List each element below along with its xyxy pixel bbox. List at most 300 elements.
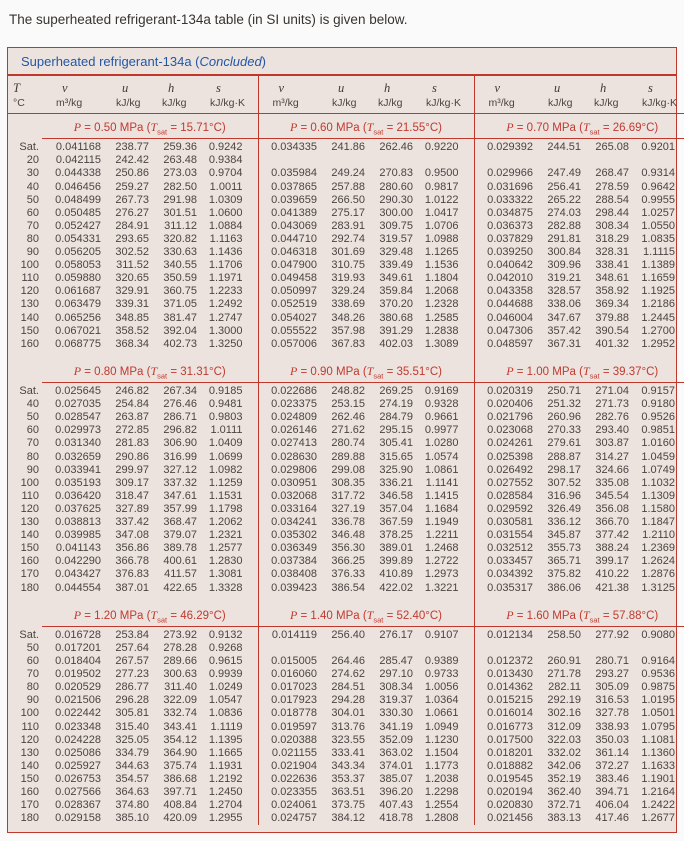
value-cell: 422.65 [163, 581, 197, 594]
value-cell: 0.058053 [55, 259, 101, 272]
value-cell: 325.90 [379, 463, 413, 476]
value-cell: 1.0574 [424, 450, 459, 463]
table-row [8, 568, 684, 581]
value-cell: 1.2704 [208, 799, 243, 812]
value-cell: 274.03 [547, 206, 581, 219]
value-cell: 292.19 [547, 694, 581, 707]
value-cell: 258.50 [547, 628, 581, 641]
value-cell: 392.04 [163, 324, 197, 337]
value-cell: 0.9536 [641, 668, 675, 681]
value-cell: 0.065256 [55, 311, 101, 324]
value-cell: 379.07 [163, 529, 197, 542]
table-row [8, 220, 684, 233]
value-cell: 275.17 [331, 206, 365, 219]
value-cell: 1.1360 [641, 746, 675, 759]
value-cell: 357.99 [163, 502, 197, 515]
column-header: h kJ/kg [156, 76, 202, 114]
value-cell: 0.046456 [55, 180, 101, 193]
pressure-header: P = 1.00 MPa $(T_{sat} = 39.37^\circ C)$ [474, 351, 684, 383]
value-cell: 284.51 [331, 681, 365, 694]
value-cell: 271.04 [595, 385, 629, 398]
value-cell: 0.9875 [641, 681, 675, 694]
value-cell: 0.023068 [474, 424, 540, 437]
value-cell: 1.2445 [641, 311, 675, 324]
pressure-header: P = 0.50 MPa $(T_{sat} = 15.71^\circ C)$ [42, 114, 258, 139]
value-cell: 383.46 [595, 772, 629, 785]
value-cell: 271.73 [595, 398, 629, 411]
value-cell: 307.52 [547, 476, 581, 489]
value-cell: 0.031554 [474, 529, 540, 542]
value-cell [258, 154, 324, 167]
value-cell: 1.0195 [641, 694, 675, 707]
value-cell: 350.03 [595, 733, 629, 746]
value-cell: 0.028630 [258, 451, 324, 464]
temp-cell: 140 [20, 311, 39, 324]
value-cell: 0.9328 [424, 398, 459, 411]
value-cell: 348.85 [115, 311, 149, 324]
value-cell: 329.48 [379, 246, 413, 259]
value-cell: 368.47 [163, 516, 197, 529]
table-row [8, 194, 684, 207]
value-cell: 1.2554 [424, 799, 459, 812]
value-cell: 0.017023 [258, 681, 324, 694]
value-cell: 1.2492 [208, 298, 243, 311]
value-cell: 421.38 [595, 581, 629, 594]
value-cell: 0.031696 [474, 181, 540, 194]
value-cell: 352.09 [379, 733, 413, 746]
temp-cell: 120 [20, 285, 39, 298]
value-cell: 0.026492 [474, 464, 540, 477]
value-cell: 373.75 [331, 799, 365, 812]
value-cell: 253.15 [331, 398, 365, 411]
value-cell: 277.23 [115, 668, 149, 681]
value-cell: 311.52 [116, 259, 149, 272]
value-cell: 257.64 [115, 641, 149, 654]
value-cell: 0.068775 [55, 337, 101, 350]
value-cell: 1.0600 [208, 206, 243, 219]
value-cell: 327.89 [115, 502, 149, 515]
value-cell: 371.05 [163, 298, 197, 311]
value-cell: 327.19 [331, 502, 365, 515]
value-cell: 293.65 [115, 232, 149, 245]
value-cell: 0.049458 [258, 272, 324, 285]
value-cell: 1.1580 [641, 502, 675, 515]
value-cell: 0.9132 [208, 628, 243, 641]
value-cell: 242.42 [115, 154, 149, 167]
value-cell: 1.3250 [208, 337, 243, 350]
value-cell: 1.1163 [209, 232, 243, 245]
value-cell: 386.68 [163, 772, 197, 785]
value-cell: 0.036420 [55, 489, 101, 502]
table-row [8, 167, 684, 180]
value-cell: 291.98 [163, 193, 197, 206]
value-cell: 1.2110 [642, 529, 675, 542]
value-cell: 1.0835 [641, 232, 675, 245]
value-cell: 367.59 [379, 516, 413, 529]
value-cell: 0.9803 [208, 411, 243, 424]
value-cell: 0.024261 [474, 437, 540, 450]
value-cell: 402.73 [163, 337, 197, 350]
value-cell: 297.10 [379, 668, 413, 681]
value-cell: 0.027035 [55, 398, 101, 411]
value-cell: 343.41 [163, 720, 197, 733]
value-cell: 364.63 [115, 786, 149, 799]
table-row [8, 503, 684, 516]
value-cell: 1.2068 [424, 285, 459, 298]
pressure-header: P = 1.20 MPa $(T_{sat} = 46.29^\circ C)$ [42, 595, 258, 627]
value-cell: 0.052427 [55, 219, 101, 232]
column-header: h kJ/kg [588, 76, 634, 114]
value-cell: 406.04 [595, 799, 629, 812]
value-cell: 286.77 [115, 681, 149, 694]
temp-cell: 90 [26, 463, 39, 476]
value-cell: 1.2321 [208, 529, 243, 542]
value-cell: 0.025645 [55, 385, 101, 398]
value-cell: 316.96 [547, 489, 581, 502]
value-cell: 376.33 [331, 568, 365, 581]
value-cell: 1.1504 [424, 746, 459, 759]
value-cell: 0.017201 [55, 641, 101, 654]
value-cell: 343.34 [331, 759, 365, 772]
value-cell: 338.69 [331, 298, 365, 311]
value-cell: 420.09 [163, 812, 197, 825]
pressure-header-row [8, 595, 684, 627]
value-cell: 1.2722 [424, 555, 459, 568]
table-row [8, 259, 684, 272]
value-cell: 1.2677 [641, 812, 675, 825]
value-cell: 0.048499 [55, 193, 101, 206]
value-cell: 327.12 [163, 463, 197, 476]
pressure-header-row [8, 114, 684, 139]
value-cell: 1.0884 [208, 219, 243, 232]
value-cell: 248.82 [331, 385, 365, 398]
column-header-row [8, 76, 684, 114]
value-cell: 0.9817 [424, 180, 459, 193]
pressure-header: P = 0.70 MPa $(T_{sat} = 26.69^\circ C)$ [474, 114, 684, 139]
value-cell: 356.30 [331, 542, 365, 555]
temp-cell: 80 [26, 232, 39, 245]
value-cell: 0.026753 [55, 772, 101, 785]
temp-cell: 100 [20, 259, 39, 272]
value-cell: 1.2585 [424, 311, 459, 324]
value-cell: 0.050485 [55, 206, 101, 219]
value-cell: 390.54 [595, 324, 629, 337]
value-cell: 0.037384 [258, 555, 324, 568]
value-cell: 283.91 [331, 219, 365, 232]
value-cell: 0.020194 [474, 786, 540, 799]
value-cell: 336.21 [379, 476, 413, 489]
table-row [8, 799, 684, 812]
value-cell: 0.038408 [258, 568, 324, 581]
value-cell: 276.46 [163, 398, 197, 411]
value-cell: 364.90 [163, 746, 197, 759]
value-cell: 1.0249 [208, 681, 243, 694]
value-cell: 0.016060 [258, 668, 324, 681]
value-cell: 264.46 [331, 655, 365, 668]
table-row [8, 747, 684, 760]
value-cell: 276.27 [115, 206, 149, 219]
value-cell: 401.32 [595, 337, 629, 350]
value-cell: 308.34 [379, 681, 413, 694]
table-row [8, 411, 684, 424]
value-cell: 0.046004 [474, 312, 540, 325]
temp-cell: 40 [26, 180, 39, 193]
value-cell: 1.0409 [208, 437, 243, 450]
value-cell: 0.013430 [474, 668, 540, 681]
value-cell: 309.17 [115, 476, 149, 489]
value-cell: 317.72 [331, 489, 365, 502]
value-cell: 1.0988 [424, 232, 459, 245]
value-cell: 0.035302 [258, 529, 324, 542]
value-cell: 410.22 [595, 568, 629, 581]
value-cell: 238.77 [115, 141, 149, 154]
value-cell: 354.57 [115, 772, 149, 785]
value-cell: 377.42 [595, 529, 629, 542]
value-cell: 0.035193 [55, 476, 101, 489]
value-cell: 0.024061 [258, 799, 324, 812]
value-cell: 333.41 [331, 746, 365, 759]
value-cell: 282.11 [548, 681, 581, 694]
value-cell: 1.0364 [424, 694, 459, 707]
value-cell: 281.83 [115, 437, 149, 450]
value-cell: 1.0795 [641, 720, 675, 733]
value-cell: 0.029392 [474, 139, 540, 155]
value-cell: 335.08 [595, 476, 629, 489]
value-cell: 1.0122 [424, 193, 459, 206]
value-cell: 354.12 [163, 733, 197, 746]
temp-cell: 140 [20, 759, 39, 772]
table-row [8, 655, 684, 668]
column-header: s kJ/kg·K [634, 76, 684, 114]
value-cell: 1.2468 [424, 542, 459, 555]
value-cell: 341.19 [379, 720, 413, 733]
value-cell: 326.49 [547, 502, 581, 515]
value-cell: 0.036349 [258, 542, 324, 555]
value-cell: 345.54 [595, 489, 629, 502]
value-cell: 1.1141 [425, 476, 459, 489]
value-cell: 262.46 [379, 141, 413, 154]
value-cell: 284.91 [115, 219, 149, 232]
value-cell: 347.67 [547, 311, 581, 324]
value-cell: 1.0501 [641, 707, 675, 720]
value-cell: 280.60 [379, 180, 413, 193]
value-cell: 1.2192 [208, 772, 243, 785]
value-cell: 0.9526 [641, 411, 675, 424]
value-cell: 0.050997 [258, 285, 324, 298]
temp-cell: 20 [26, 154, 39, 167]
value-cell: 0.024757 [258, 812, 324, 825]
value-cell: 285.47 [379, 655, 413, 668]
value-cell: 1.1798 [208, 502, 243, 515]
temp-cell: 70 [26, 437, 39, 450]
value-cell: 0.014362 [474, 681, 540, 694]
value-cell: 345.87 [547, 529, 581, 542]
value-cell: 315.65 [379, 450, 413, 463]
value-cell: 309.96 [547, 259, 581, 272]
value-cell: 291.81 [547, 232, 581, 245]
value-cell: 0.044554 [55, 581, 101, 594]
value-cell: 1.1119 [210, 720, 243, 733]
value-cell: 282.76 [595, 411, 629, 424]
value-cell: 0.018404 [55, 655, 101, 668]
value-cell: 241.86 [331, 141, 365, 154]
temp-cell: Sat. [19, 384, 39, 397]
value-cell: 0.063479 [55, 298, 101, 311]
value-cell: 1.0160 [641, 437, 675, 450]
value-cell: 0.9107 [424, 628, 459, 641]
value-cell: 1.2952 [641, 337, 675, 350]
value-cell: 394.71 [595, 786, 629, 799]
table-row [8, 529, 684, 542]
value-cell: 0.9733 [424, 668, 459, 681]
value-cell: 1.2328 [424, 298, 459, 311]
value-cell: 0.030581 [474, 516, 540, 529]
value-cell: 301.69 [331, 246, 365, 259]
value-cell: 1.1847 [641, 516, 675, 529]
temp-cell: 150 [20, 542, 39, 555]
value-cell: 322.03 [547, 733, 581, 746]
value-cell: 338.93 [595, 720, 629, 733]
table-title-suffix: ) [261, 54, 267, 69]
table-row [8, 424, 684, 437]
value-cell: 1.1971 [208, 272, 243, 285]
value-cell: 1.1931 [208, 759, 243, 772]
value-cell: 375.74 [163, 759, 197, 772]
value-cell: 399.89 [379, 555, 413, 568]
value-cell: 290.86 [115, 450, 149, 463]
column-header: s kJ/kg·K [418, 76, 474, 114]
value-cell: 0.026146 [258, 424, 324, 437]
table-title-italic: Concluded [199, 54, 262, 69]
value-cell: 408.84 [163, 799, 197, 812]
value-cell: 0.020319 [474, 383, 540, 399]
value-cell: 306.90 [163, 437, 197, 450]
value-cell: 259.27 [115, 180, 149, 193]
value-cell: 316.53 [595, 694, 629, 707]
value-cell: 358.92 [595, 285, 629, 298]
value-cell: 0.052519 [258, 298, 324, 311]
value-cell: 330.30 [379, 707, 413, 720]
table-row [8, 786, 684, 799]
temp-cell: 180 [20, 581, 39, 594]
value-cell: 0.016773 [474, 721, 540, 734]
value-cell [588, 642, 634, 655]
value-cell: 374.01 [379, 759, 413, 772]
table-row [8, 721, 684, 734]
value-cell: 302.52 [115, 246, 149, 259]
value-cell: 262.46 [331, 411, 365, 424]
temp-cell: 60 [26, 424, 39, 437]
value-cell: 338.41 [595, 259, 629, 272]
value-cell: 0.9384 [208, 154, 243, 167]
value-cell: 0.030951 [258, 477, 324, 490]
value-cell: 348.26 [331, 311, 365, 324]
value-cell: 301.51 [163, 206, 197, 219]
value-cell: 330.63 [163, 246, 197, 259]
value-cell: 302.16 [547, 707, 581, 720]
value-cell: 289.88 [331, 450, 365, 463]
value-cell: 0.034392 [474, 568, 540, 581]
table-row [8, 582, 684, 595]
value-cell: 1.1531 [208, 489, 243, 502]
value-cell: 380.68 [379, 311, 413, 324]
value-cell: 0.9169 [424, 385, 459, 398]
value-cell: 0.061687 [55, 285, 101, 298]
value-cell: 1.1259 [208, 476, 243, 489]
value-cell: 1.0011 [209, 180, 243, 193]
value-cell: 369.34 [595, 298, 629, 311]
value-cell: 267.57 [115, 655, 149, 668]
value-cell: 342.06 [547, 759, 581, 772]
table-row [8, 312, 684, 325]
value-cell: 0.9481 [208, 398, 243, 411]
table-row [8, 642, 684, 655]
value-cell: 410.89 [379, 568, 413, 581]
table-row [8, 181, 684, 194]
value-cell: 0.031340 [55, 437, 101, 450]
value-cell: 1.3000 [208, 324, 243, 337]
value-cell: 0.016728 [55, 628, 101, 641]
value-cell: 300.63 [163, 668, 197, 681]
value-cell: 1.2808 [424, 812, 459, 825]
value-cell: 0.037865 [258, 181, 324, 194]
value-cell: 0.028367 [55, 799, 101, 812]
value-cell: 381.47 [163, 311, 197, 324]
table-row [8, 246, 684, 259]
value-cell: 332.02 [547, 746, 581, 759]
value-cell: 365.71 [547, 555, 581, 568]
value-cell: 0.028584 [474, 490, 540, 503]
value-cell: 310.75 [331, 259, 365, 272]
value-cell: 278.59 [595, 180, 629, 193]
temp-cell: 90 [26, 694, 39, 707]
value-cell: 356.08 [595, 502, 629, 515]
value-cell: 0.034875 [474, 207, 540, 220]
value-cell: 0.019597 [258, 721, 324, 734]
value-cell: 0.057006 [258, 338, 324, 351]
table-row [8, 398, 684, 411]
value-cell: 269.25 [379, 385, 413, 398]
value-cell: 0.043069 [258, 220, 324, 233]
table-row [8, 555, 684, 568]
pressure-header: P = 0.90 MPa $(T_{sat} = 35.51^\circ C)$ [258, 351, 474, 383]
value-cell: 0.9389 [424, 655, 459, 668]
value-cell: 0.9164 [641, 655, 675, 668]
temp-cell: 60 [26, 655, 39, 668]
table-row [8, 812, 684, 825]
table-row [8, 542, 684, 555]
value-cell: 272.85 [115, 424, 149, 437]
value-cell: 0.042290 [55, 555, 101, 568]
value-cell: 0.9615 [208, 655, 243, 668]
value-cell: 1.2450 [208, 786, 243, 799]
value-cell: 0.033941 [55, 463, 101, 476]
value-cell: 1.1773 [424, 759, 459, 772]
temp-cell: 90 [26, 246, 39, 259]
column-header: h kJ/kg [372, 76, 418, 114]
value-cell: 273.03 [163, 167, 197, 180]
page-title: The superheated refrigerant-134a table (in SI units) is given below. [9, 12, 408, 27]
superheated-r134a-table [8, 76, 684, 825]
value-cell: 389.78 [163, 542, 197, 555]
value-cell: 320.82 [163, 232, 197, 245]
value-cell: 284.79 [379, 411, 413, 424]
value-cell: 1.1659 [641, 272, 675, 285]
value-cell: 372.71 [547, 799, 581, 812]
value-cell: 334.79 [115, 746, 149, 759]
value-cell: 280.74 [331, 437, 365, 450]
value-cell: 386.54 [331, 581, 365, 594]
